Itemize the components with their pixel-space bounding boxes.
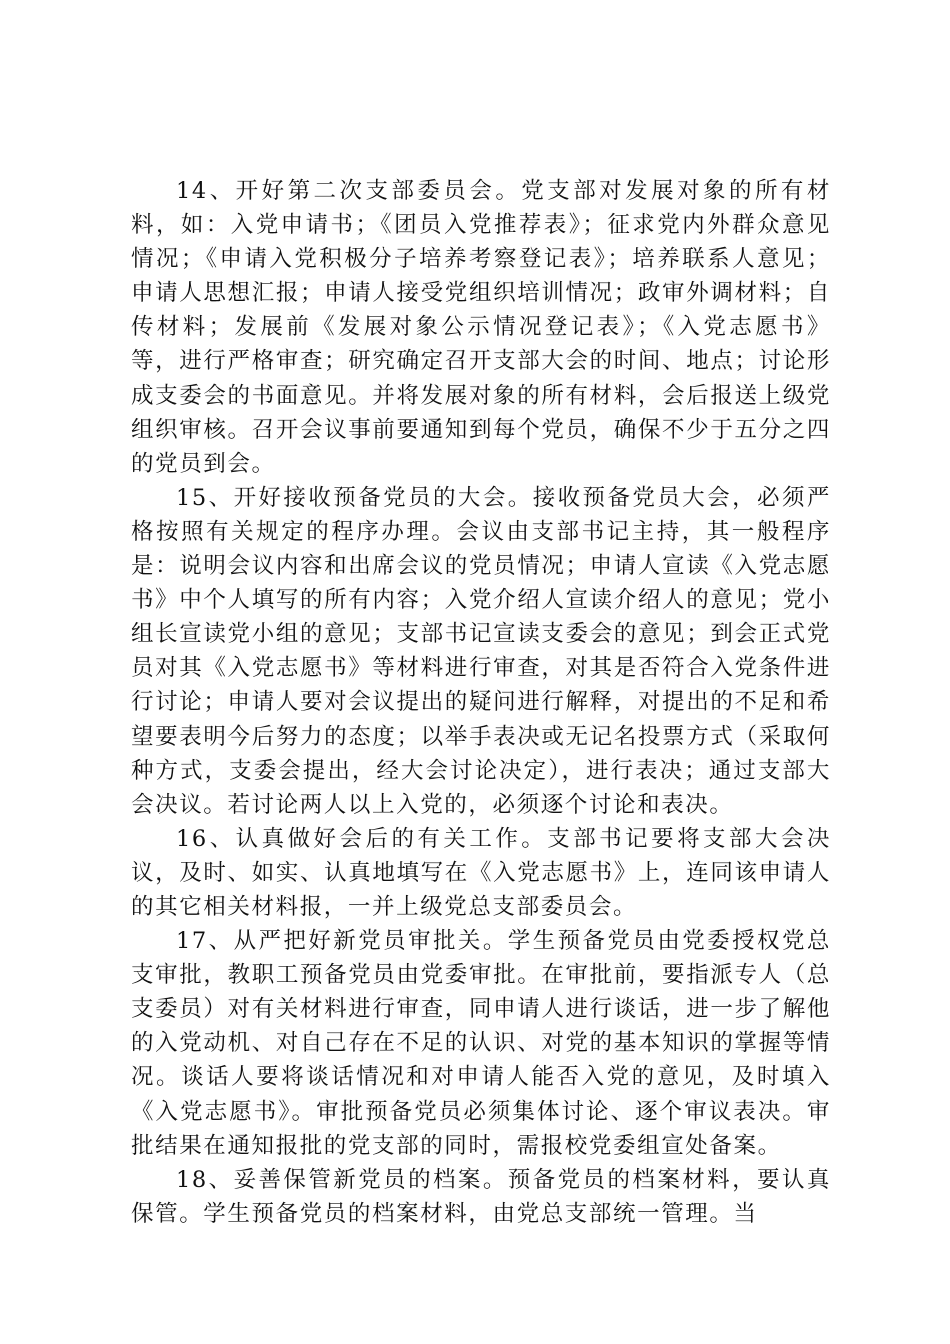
document-body	[131, 174, 831, 1231]
paragraph-16: 16、认真做好会后的有关工作。支部书记要将支部大会决议，及时、如实、认真地填写在《入党志愿书》上，连同该申请人的其它相关材料报，一并上级党总支部委员会。	[131, 825, 831, 920]
paragraph-15: 15、开好接收预备党员的大会。接收预备党员大会，必须严格按照有关规定的程序办理。会议由支部书记主持，其一般程序是：说明会议内容和出席会议的党员情况；申请人宣读《入党志愿书》中个人填写的所有内容；入党介绍人宣读介绍人的意见；党小组长宣读党小组的意见；支部书记宣读支委会的意见；到会正式党员对其《入党志愿书》等材料进行审查，对其是否符合入党条件进行讨论；申请人要对会议提出的疑问进行解释，对提出的不足和希望要表明今后努力的态度；以举手表决或无记名投票方式（采取何种方式，支委会提出，经大会讨论决定），进行表决；通过支部大会决议。若讨论两人以上入党的，必须逐个讨论和表决。	[131, 484, 831, 818]
paragraph-14: 14、开好第二次支部委员会。党支部对发展对象的所有材料，如：入党申请书；《团员入党推荐表》；征求党内外群众意见情况；《申请入党积极分子培养考察登记表》；培养联系人意见；申请人思想汇报；申请人接受党组织培训情况；政审外调材料；自传材料；发展前《发展对象公示情况登记表》；《入党志愿书》等，进行严格审查；研究确定召开支部大会的时间、地点；讨论形成支委会的书面意见。并将发展对象的所有材料，会后报送上级党组织审核。召开会议事前要通知到每个党员，确保不少于五分之四的党员到会。	[131, 178, 831, 477]
paragraph-17: 17、从严把好新党员审批关。学生预备党员由党委授权党总支审批，教职工预备党员由党委审批。在审批前，要指派专人（总支委员）对有关材料进行审查，同申请人进行谈话，进一步了解他的入党动机、对自己存在不足的认识、对党的基本知识的掌握等情况。谈话人要将谈话情况和对申请人能否入党的意见，及时填入《入党志愿书》。审批预备党员必须集体讨论、逐个审议表决。审批结果在通知报批的党支部的同时，需报校党委组宣处备案。	[131, 928, 831, 1159]
paragraph-18: 18、妥善保管新党员的档案。预备党员的档案材料，要认真保管。学生预备党员的档案材料，由党总支部统一管理。当	[131, 1166, 831, 1227]
